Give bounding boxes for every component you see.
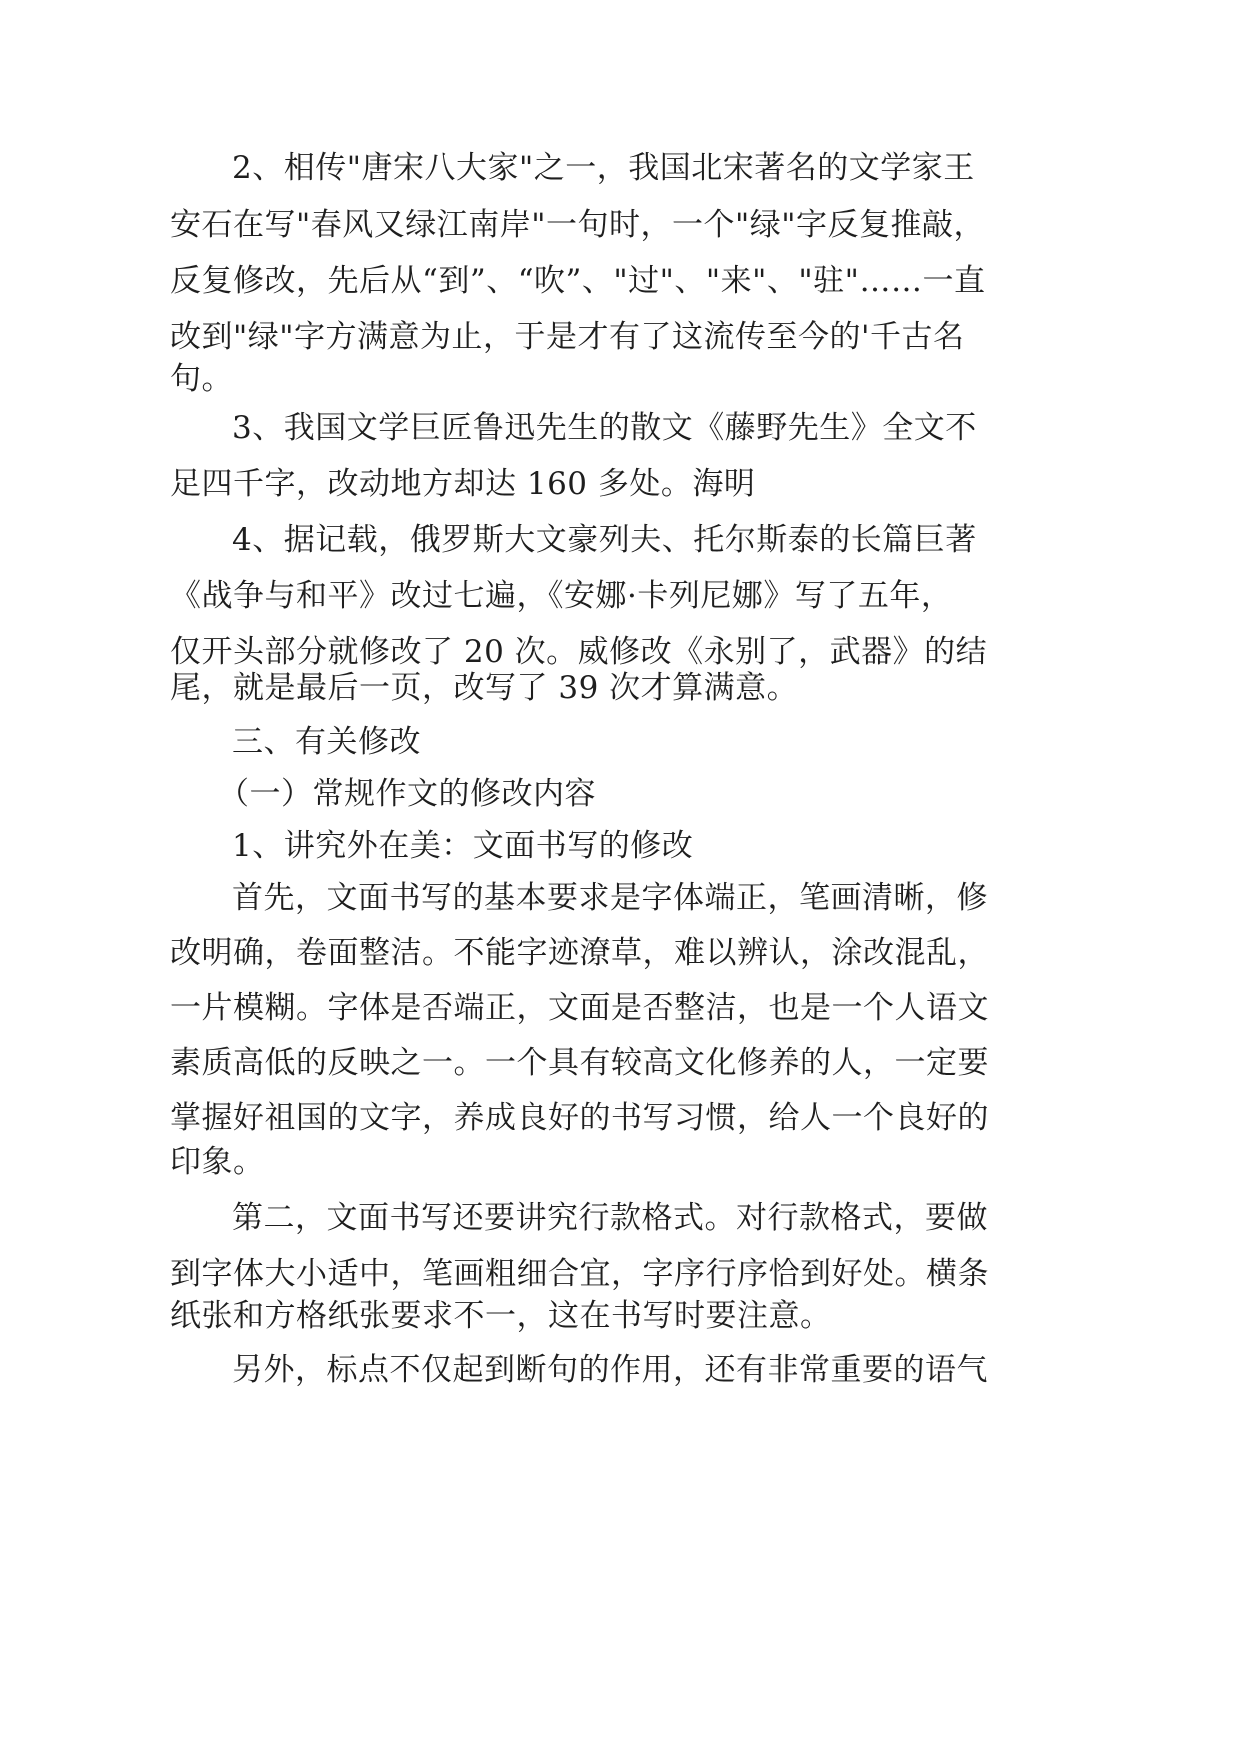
text-line: 足四千字，改动地方却达 160 多处。海明	[170, 466, 756, 502]
text-line: 句。	[170, 361, 233, 397]
text-line: 另外，标点不仅起到断句的作用，还有非常重要的语气	[232, 1352, 988, 1388]
text-line: 3、我国文学巨匠鲁迅先生的散文《藤野先生》全文不	[232, 410, 977, 446]
text-line: 反复修改，先后从“到”、“吹”、"过"、"来"、"驻"……一直	[170, 263, 986, 299]
text-line: 改到"绿"字方满意为止，于是才有了这流传至今的'千古名	[170, 319, 965, 355]
text-line: 首先，文面书写的基本要求是字体端正，笔画清晰，修	[232, 880, 988, 916]
text-line: 改明确，卷面整洁。不能字迹潦草，难以辨认，涂改混乱，	[170, 935, 989, 971]
text-line: 尾，就是最后一页，改写了 39 次才算满意。	[170, 670, 799, 706]
text-line: 安石在写"春风又绿江南岸"一句时，一个"绿"字反复推敲，	[170, 207, 986, 243]
text-line: 2、相传"唐宋八大家"之一，我国北宋著名的文学家王	[232, 150, 975, 186]
text-line: 一片模糊。字体是否端正，文面是否整洁，也是一个人语文	[170, 990, 989, 1026]
text-line: 印象。	[170, 1144, 265, 1180]
text-line: 仅开头部分就修改了 20 次。威修改《永别了，武器》的结	[170, 634, 988, 670]
text-line: 第二，文面书写还要讲究行款格式。对行款格式，要做	[232, 1200, 988, 1236]
text-line: 《战争与和平》改过七遍，《安娜·卡列尼娜》写了五年，	[170, 578, 953, 614]
text-line: 掌握好祖国的文字，养成良好的书写习惯，给人一个良好的	[170, 1100, 989, 1136]
item-heading: 1、讲究外在美：文面书写的修改	[232, 828, 694, 864]
text-line: 纸张和方格纸张要求不一，这在书写时要注意。	[170, 1298, 832, 1334]
subsection-heading: （一）常规作文的修改内容	[218, 776, 596, 812]
text-line: 到字体大小适中，笔画粗细合宜，字序行序恰到好处。横条	[170, 1256, 989, 1292]
text-line: 4、据记载，俄罗斯大文豪列夫、托尔斯泰的长篇巨著	[232, 522, 977, 558]
text-line: 素质高低的反映之一。一个具有较高文化修养的人，一定要	[170, 1045, 989, 1081]
section-heading: 三、有关修改	[232, 724, 421, 760]
